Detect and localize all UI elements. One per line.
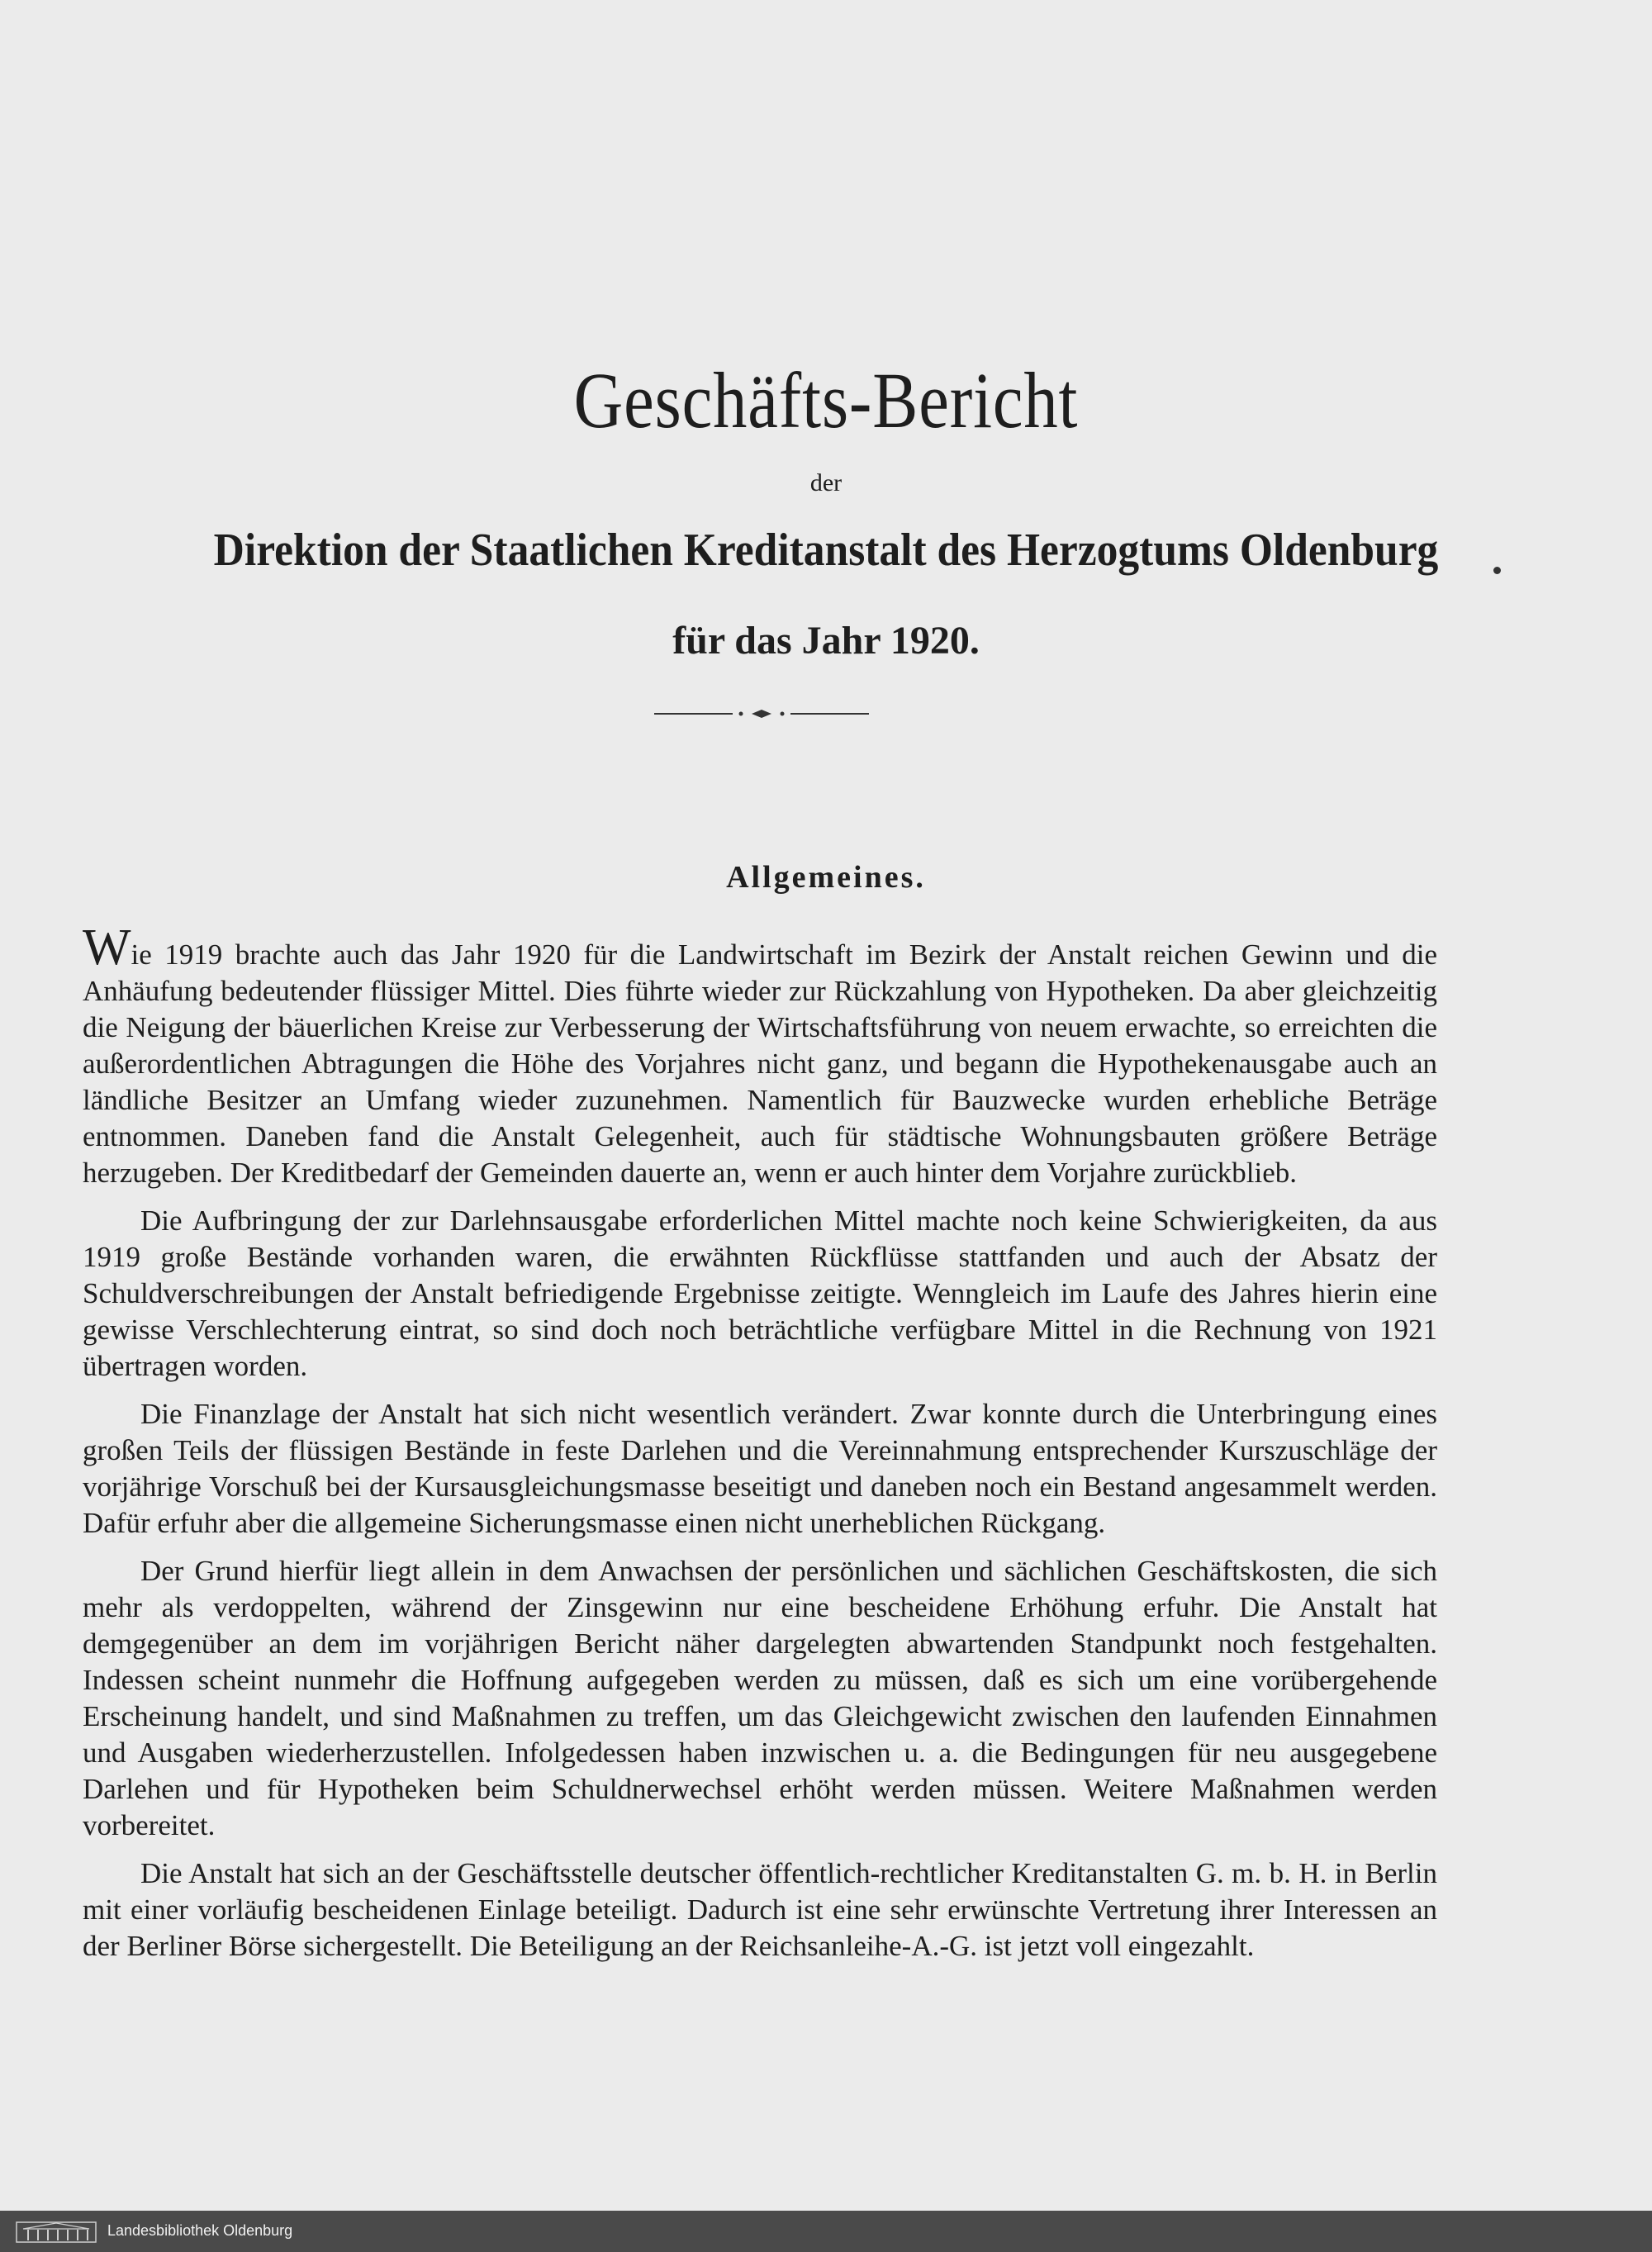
report-year: für das Jahr 1920.	[672, 619, 980, 663]
paragraph-text: ie 1919 brachte auch das Jahr 1920 für die Landwirtschaft im Bezirk der Anstalt reichen Gewinn und die Anhäufung bedeutender flüssiger Mittel. Dies führte wieder zur Rückzahlung von Hypotheken. Da aber gleichzeitig die Neigung der bäuerlichen Kreise zur Verbesserung der Wirtschaftsführung von neuem erwachte, so erreichten die außerordentlichen Abtragungen die Höhe des Vorjahres nicht ganz, und begann die Hypothekenausgabe auch an ländliche Besitzer an Umfang wieder zuzunehmen. Namentlich für Bauzwecke wurden erhebliche Beträge entnommen. Daneben fand die Anstalt Gelegenheit, auch für städtische Wohnungsbauten größere Beträge herzugeben. Der Kreditbedarf der Gemeinden dauerte an, wenn er auch hinter dem Vorjahre zurückblieb.	[83, 938, 1437, 1189]
title-der: der	[809, 469, 843, 496]
paragraph: Der Grund hierfür liegt allein in dem Anwachsen der persönlichen und sächlichen Geschäftskosten, die sich mehr als verdoppelten, während der Zinsgewinn nur eine bescheidene Erhöhung erfuhr. Die Anstalt hat demgegenüber an dem im vorjährigen Bericht näher dargelegten abwartenden Standpunkt noch festgehalten. Indessen scheint nunmehr die Hoffnung aufgegeben werden zu müssen, daß es sich um eine vorübergehende Erscheinung handelt, und sind Maßnahmen zu treffen, um das Gleichgewicht zwischen den laufenden Einnahmen und Ausgaben wiederherzustellen. Infolgedessen haben inzwischen u. a. die Bedingungen für neu ausgegebene Darlehen und für Hypotheken beim Schuldnerwechsel erhöht werden müssen. Weitere Maßnahmen werden vorbereitet.	[83, 1555, 1437, 1841]
paragraph	[83, 919, 1437, 1191]
paragraph: Die Finanzlage der Anstalt hat sich nicht wesentlich verändert. Zwar konnte durch die Unterbringung eines großen Teils der flüssigen Bestände in feste Darlehen und die Vereinnahmung entsprechender Kurszuschläge der vorjährige Vorschuß bei der Kursausgleichungsmasse beseitigt und daneben noch ein Bestand angesammelt werden. Dafür erfuhr aber die allgemeine Sicherungsmasse einen nicht unerheblichen Rückgang.	[83, 1398, 1437, 1539]
section-heading: Allgemeines.	[726, 860, 926, 895]
library-building-icon	[15, 2219, 97, 2244]
report-body	[83, 919, 1437, 1976]
report-title: Geschäfts-Bericht	[573, 356, 1079, 444]
stray-dot	[1493, 567, 1501, 574]
paragraph: Die Anstalt hat sich an der Geschäftsstelle deutscher öffentlich-rechtlicher Kreditanstalten G. m. b. H. in Berlin mit einer vorläufig bescheidenen Einlage beteiligt. Dadurch ist eine sehr erwünschte Vertretung ihrer Interessen an der Berliner Börse sichergestellt. Die Beteiligung an der Reichsanleihe-A.-G. ist jetzt voll eingezahlt.	[83, 1857, 1437, 1962]
paragraph: Die Aufbringung der zur Darlehnsausgabe erforderlichen Mittel machte noch keine Schwierigkeiten, da aus 1919 große Bestände vorhanden waren, die erwähnten Rückflüsse stattfanden und auch der Absatz der Schuldverschreibungen der Anstalt befriedigende Ergebnisse zeitigte. Wenngleich im Laufe des Jahres hierin eine gewisse Verschlechterung eintrat, so sind doch noch beträchtliche verfügbare Mittel in die Rechnung von 1921 übertragen worden.	[83, 1204, 1437, 1382]
library-name: Landesbibliothek Oldenburg	[107, 2222, 293, 2239]
library-footer	[0, 2211, 1652, 2252]
institution-name: Direktion der Staatlichen Kreditanstalt des Herzogtums Oldenburg	[213, 525, 1439, 576]
drop-initial: W	[83, 919, 131, 976]
ornament-divider-icon	[654, 709, 869, 719]
